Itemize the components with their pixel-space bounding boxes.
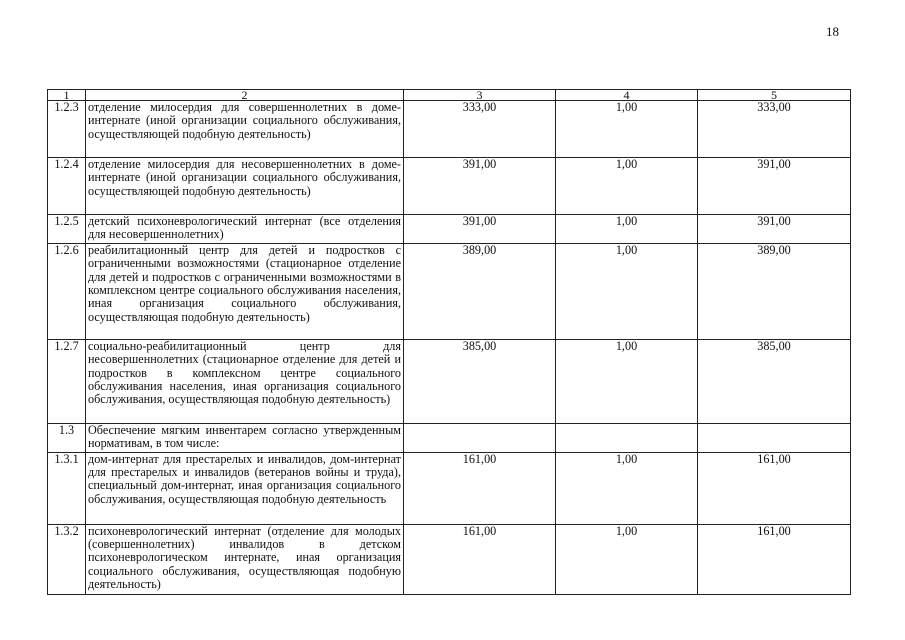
row-description: отделение милосердия для несовершеннолетних в доме-интернате (иной организации социального обслуживания, осуществляющей подобную деятельность) xyxy=(86,158,404,215)
value-col-3: 385,00 xyxy=(404,339,556,423)
row-description: отделение милосердия для совершеннолетних в доме-интернате (иной организации социального обслуживания, осуществляющей подобную деятельность) xyxy=(86,101,404,158)
row-number: 1.3.1 xyxy=(48,452,86,524)
value-col-4: 1,00 xyxy=(556,452,698,524)
row-description: реабилитационный центр для детей и подростков с ограниченными возможностями (стационарное отделение для детей и подростков с ограниченными возможностями в комплексном центре социального обслуживания населения, иная организация социального обслуживания, осуществляющая подобную деятельность) xyxy=(86,243,404,339)
value-col-5: 391,00 xyxy=(698,158,851,215)
value-col-4: 1,00 xyxy=(556,215,698,244)
value-col-5 xyxy=(698,423,851,452)
table-row xyxy=(48,452,851,524)
table-row xyxy=(48,339,851,423)
table-row xyxy=(48,158,851,215)
page-number: 18 xyxy=(826,24,839,39)
value-col-4: 1,00 xyxy=(556,524,698,594)
row-number: 1.2.4 xyxy=(48,158,86,215)
row-description: детский психоневрологический интернат (все отделения для несовершеннолетних) xyxy=(86,215,404,244)
value-col-5: 385,00 xyxy=(698,339,851,423)
row-number: 1.2.7 xyxy=(48,339,86,423)
value-col-5: 389,00 xyxy=(698,243,851,339)
column-header: 2 xyxy=(86,90,404,101)
column-header: 3 xyxy=(404,90,556,101)
value-col-5: 161,00 xyxy=(698,452,851,524)
row-description: дом-интернат для престарелых и инвалидов, дом-интернат для престарелых и инвалидов (ветеранов войны и труда), специальный дом-интернат, иная организация социального обслуживания, осуществляющая подобную деятельность xyxy=(86,452,404,524)
row-number: 1.2.5 xyxy=(48,215,86,244)
value-col-4 xyxy=(556,423,698,452)
row-description: социально-реабилитационный центр для несовершеннолетних (стационарное отделение для детей и подростков в комплексном центре социального обслуживания населения, иная организация социального обслуживания, осуществляющая подобную деятельность) xyxy=(86,339,404,423)
value-col-3: 389,00 xyxy=(404,243,556,339)
table-row xyxy=(48,215,851,244)
value-col-4: 1,00 xyxy=(556,339,698,423)
table-row xyxy=(48,101,851,158)
row-number: 1.3 xyxy=(48,423,86,452)
value-col-3: 161,00 xyxy=(404,524,556,594)
value-col-4: 1,00 xyxy=(556,158,698,215)
value-col-3: 333,00 xyxy=(404,101,556,158)
value-col-4: 1,00 xyxy=(556,101,698,158)
table-header-row xyxy=(48,90,851,101)
table-row xyxy=(48,243,851,339)
row-number: 1.3.2 xyxy=(48,524,86,594)
value-col-3: 391,00 xyxy=(404,158,556,215)
data-table xyxy=(47,89,851,595)
value-col-5: 161,00 xyxy=(698,524,851,594)
row-description: Обеспечение мягким инвентарем согласно утвержденным нормативам, в том числе: xyxy=(86,423,404,452)
value-col-3: 391,00 xyxy=(404,215,556,244)
value-col-5: 333,00 xyxy=(698,101,851,158)
value-col-4: 1,00 xyxy=(556,243,698,339)
row-description: психоневрологический интернат (отделение для молодых (совершеннолетних) инвалидов в детском психоневрологическом интернате, иная организация социального обслуживания, осуществляющая подобную деятельность) xyxy=(86,524,404,594)
row-number: 1.2.3 xyxy=(48,101,86,158)
column-header: 4 xyxy=(556,90,698,101)
column-header: 5 xyxy=(698,90,851,101)
column-header: 1 xyxy=(48,90,86,101)
table-row xyxy=(48,423,851,452)
table-row xyxy=(48,524,851,594)
value-col-3: 161,00 xyxy=(404,452,556,524)
value-col-3 xyxy=(404,423,556,452)
row-number: 1.2.6 xyxy=(48,243,86,339)
value-col-5: 391,00 xyxy=(698,215,851,244)
